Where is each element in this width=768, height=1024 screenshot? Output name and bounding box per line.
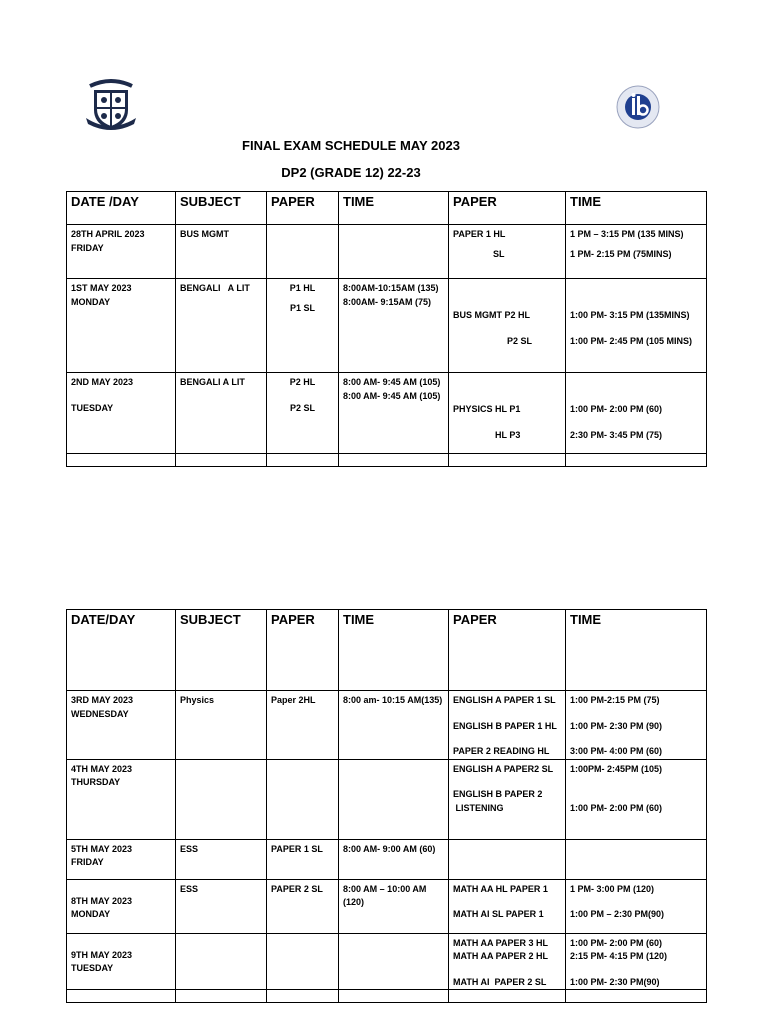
paper-text: LISTENING <box>453 802 504 813</box>
time-cell-2 <box>566 933 707 990</box>
paper-text: P1 HL <box>289 283 316 293</box>
header-subject: SUBJECT <box>176 192 267 225</box>
paper-text: ENGLISH A PAPER2 SL <box>453 763 554 774</box>
time-text: 1:00 PM-2:15 PM (75) <box>570 695 660 705</box>
date-cell <box>67 879 176 933</box>
paper-cell-2 <box>449 691 566 760</box>
table-row <box>67 454 707 467</box>
table-row <box>67 933 707 990</box>
time-text: 1:00 PM- 2:00 PM (60) <box>570 803 663 813</box>
paper-cell: PAPER 1 SL <box>267 839 339 879</box>
time-text: 8:00 AM- 9:45 AM (105) <box>343 390 441 401</box>
day-text: FRIDAY <box>71 242 104 253</box>
paper-text: PAPER 2 READING HL <box>453 746 550 756</box>
subject-cell: ESS <box>176 879 267 933</box>
table-row <box>67 879 707 933</box>
time-cell-2 <box>566 279 707 373</box>
date-text: 2ND MAY 2023 <box>71 377 134 387</box>
paper-text: P2 HL <box>289 377 316 387</box>
subject-cell: BUS MGMT <box>176 225 267 279</box>
subject-cell: Physics <box>176 691 267 760</box>
time-text: 1 PM- 2:15 PM (75MINS) <box>570 248 672 259</box>
table-header-row <box>67 610 707 691</box>
paper-text: ENGLISH B PAPER 1 HL <box>453 720 557 731</box>
time-cell: 8:00 am- 10:15 AM(135) <box>339 691 449 760</box>
page-title: FINAL EXAM SCHEDULE MAY 2023 <box>242 138 460 153</box>
time-cell: 8:00 AM – 10:00 AM (120) <box>339 879 449 933</box>
day-text: TUESDAY <box>71 963 114 973</box>
day-text: WEDNESDAY <box>71 708 129 719</box>
time-cell <box>339 933 449 990</box>
time-text: 1:00 PM- 3:15 PM (135MINS) <box>570 310 690 320</box>
day-text: TUESDAY <box>71 402 114 413</box>
header-time: TIME <box>339 610 449 691</box>
date-text: 4TH MAY 2023 <box>71 763 133 774</box>
table-header-row <box>67 192 707 225</box>
date-text: 1ST MAY 2023 <box>71 283 132 293</box>
paper-cell <box>267 225 339 279</box>
time-text: 1 PM- 3:00 PM (120) <box>570 883 655 894</box>
paper-cell <box>267 933 339 990</box>
header-paper-2: PAPER <box>449 610 566 691</box>
time-cell-2 <box>566 839 707 879</box>
paper-cell-2 <box>449 373 566 454</box>
time-text: 1:00 PM- 2:00 PM (60) <box>570 937 663 948</box>
time-cell-2 <box>566 691 707 760</box>
date-cell <box>67 225 176 279</box>
paper-cell-2 <box>449 759 566 839</box>
header-date: DATE /DAY <box>67 192 176 225</box>
time-text: 8:00AM- 9:15AM (75) <box>343 296 432 307</box>
table-row <box>67 279 707 373</box>
paper-text: MATH AI PAPER 2 SL <box>453 976 547 987</box>
time-text: 1:00 PM – 2:30 PM(90) <box>570 909 665 919</box>
date-cell <box>67 933 176 990</box>
table-row <box>67 691 707 760</box>
paper-cell-2 <box>449 279 566 373</box>
paper-cell <box>267 373 339 454</box>
time-text: 1:00 PM- 2:30 PM (90) <box>570 720 663 731</box>
day-text: MONDAY <box>71 909 111 919</box>
header-paper-2: PAPER <box>449 192 566 225</box>
date-text: 9TH MAY 2023 <box>71 949 133 960</box>
paper-text: P1 SL <box>289 302 315 313</box>
table-row <box>67 839 707 879</box>
date-text: 28TH APRIL 2023 <box>71 229 145 239</box>
time-text: 2:15 PM- 4:15 PM (120) <box>570 951 668 961</box>
time-cell <box>339 759 449 839</box>
time-text: 1:00 PM- 2:30 PM(90) <box>570 976 660 987</box>
date-cell <box>67 759 176 839</box>
paper-text: SL <box>493 248 505 259</box>
time-text: 8:00 AM- 9:45 AM (105) <box>343 377 441 387</box>
paper-text: ENGLISH A PAPER 1 SL <box>453 695 556 705</box>
header-paper: PAPER <box>267 192 339 225</box>
paper-cell-2 <box>449 839 566 879</box>
header-time-2: TIME <box>566 192 707 225</box>
subject-cell <box>176 933 267 990</box>
subject-cell: ESS <box>176 839 267 879</box>
paper-text: BUS MGMT P2 HL <box>453 310 531 320</box>
paper-cell-2 <box>449 879 566 933</box>
paper-text: P2 SL <box>507 335 533 346</box>
paper-text: MATH AA PAPER 3 HL <box>453 937 549 948</box>
header-paper: PAPER <box>267 610 339 691</box>
paper-cell: Paper 2HL <box>267 691 339 760</box>
time-text: 1:00PM- 2:45PM (105) <box>570 763 663 774</box>
page-subtitle: DP2 (GRADE 12) 22-23 <box>281 165 421 180</box>
time-cell <box>339 225 449 279</box>
time-text: 8:00AM-10:15AM (135) <box>343 283 439 293</box>
time-text: 1:00 PM- 2:00 PM (60) <box>570 404 663 414</box>
time-cell-2 <box>566 759 707 839</box>
time-cell-2 <box>566 225 707 279</box>
header-time: TIME <box>339 192 449 225</box>
subject-cell: BENGALI A LIT <box>176 279 267 373</box>
paper-cell: PAPER 2 SL <box>267 879 339 933</box>
time-text: 1 PM – 3:15 PM (135 MINS) <box>570 229 684 239</box>
table-row <box>67 373 707 454</box>
header-subject: SUBJECT <box>176 610 267 691</box>
school-crest-icon <box>84 74 138 132</box>
header-date: DATE/DAY <box>67 610 176 691</box>
time-cell <box>339 373 449 454</box>
paper-cell-2 <box>449 225 566 279</box>
header-time-2: TIME <box>566 610 707 691</box>
paper-text: ENGLISH B PAPER 2 <box>453 789 543 799</box>
date-text: 5TH MAY 2023 <box>71 843 133 854</box>
table-row <box>67 225 707 279</box>
paper-cell <box>267 279 339 373</box>
date-cell <box>67 279 176 373</box>
paper-cell <box>267 759 339 839</box>
date-cell <box>67 691 176 760</box>
schedule-table-2 <box>66 609 707 1003</box>
time-text: 3:00 PM- 4:00 PM (60) <box>570 746 663 756</box>
paper-text: MATH AA PAPER 2 HL <box>453 951 549 961</box>
time-cell-2 <box>566 373 707 454</box>
time-text: 2:30 PM- 3:45 PM (75) <box>570 429 663 440</box>
date-cell <box>67 839 176 879</box>
paper-text: PAPER 1 HL <box>453 229 506 239</box>
time-text: 1:00 PM- 2:45 PM (105 MINS) <box>570 335 693 346</box>
day-text: MONDAY <box>71 296 111 307</box>
schedule-table-1 <box>66 191 707 467</box>
date-text: 8TH MAY 2023 <box>71 895 133 906</box>
paper-cell-2 <box>449 933 566 990</box>
date-cell <box>67 373 176 454</box>
time-cell: 8:00 AM- 9:00 AM (60) <box>339 839 449 879</box>
paper-text: MATH AI SL PAPER 1 <box>453 909 544 919</box>
paper-text: P2 SL <box>289 402 315 413</box>
day-text: FRIDAY <box>71 857 104 867</box>
paper-text: HL P3 <box>495 429 521 440</box>
paper-text: PHYSICS HL P1 <box>453 404 521 414</box>
time-cell <box>339 279 449 373</box>
day-text: THURSDAY <box>71 777 121 787</box>
subject-cell: BENGALI A LIT <box>176 373 267 454</box>
subject-cell <box>176 759 267 839</box>
ib-logo-icon <box>614 84 662 130</box>
paper-text: MATH AA HL PAPER 1 <box>453 883 548 894</box>
table-row <box>67 759 707 839</box>
time-cell-2 <box>566 879 707 933</box>
table-row <box>67 990 707 1003</box>
date-text: 3RD MAY 2023 <box>71 695 134 705</box>
